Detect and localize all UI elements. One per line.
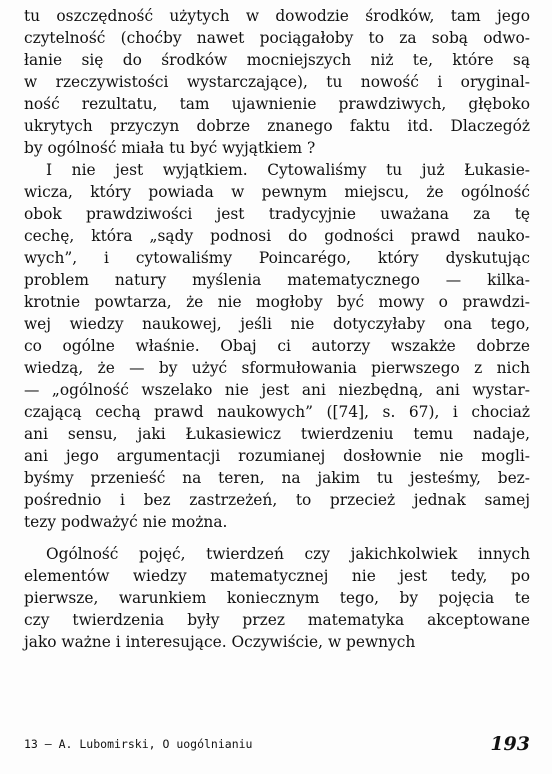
text-line: co ogólne właśnie. Obaj ci autorzy wszakże dobrze [24,337,530,355]
text-line: ani sensu, jaki Łukasiewicz twierdzeniu temu nadaje, [24,425,530,443]
text-line: tezy podważyć nie można. [24,513,228,531]
paragraph [24,543,530,653]
footer-signature-note: 13 — A. Lubomirski, O uogólnianiu [24,737,253,751]
text-line: I nie jest wyjątkiem. Cytowaliśmy tu już Łukasie- [46,161,530,179]
text-line: obok prawdziwości jest tradycyjnie uważana za tę [24,205,530,223]
body-text [24,5,530,653]
text-line: pośrednio i bez zastrzeżeń, to przecież jednak samej [24,491,530,509]
page-footer [24,733,530,757]
text-line: ność rezultatu, tam ujawnienie prawdziwych, głęboko [24,95,530,113]
text-line: w rzeczywistości wystarczające), tu nowość i oryginal- [24,73,530,91]
text-line: czającą cechą prawd naukowych” ([74], s. 67), i chociaż [24,403,530,421]
page-number: 193 [490,733,530,755]
text-line: cechę, która „sądy podnosi do godności prawd nauko- [24,227,530,245]
text-line: — „ogólność wszelako nie jest ani niezbędną, ani wystar- [24,381,530,399]
text-line: Ogólność pojęć, twierdzeń czy jakichkolwiek innych [46,545,530,563]
text-line: pierwsze, warunkiem koniecznym tego, by pojęcia te [24,589,530,607]
paragraph [24,5,530,159]
text-line: wych”, i cytowaliśmy Poincarégo, który dyskutując [24,249,530,267]
text-line: krotnie powtarza, że nie mogłoby być mowy o prawdzi- [24,293,530,311]
text-line: wiedzą, że — by użyć sformułowania pierwszego z nich [24,359,530,377]
text-line: czytelność (choćby nawet pociągałoby to za sobą odwo- [24,29,530,47]
text-line: problem natury myślenia matematycznego — kilka- [24,271,530,289]
text-line: łanie się do środków mocniejszych niż te, które są [24,51,530,69]
text-line: wej wiedzy naukowej, jeśli nie dotyczyłaby ona tego, [24,315,530,333]
text-line: ani jego argumentacji rozumianej dosłownie nie mogli- [24,447,530,465]
paragraph [24,159,530,533]
text-line: jako ważne i interesujące. Oczywiście, w pewnych [24,633,416,651]
text-line: ukrytych przyczyn dobrze znanego faktu itd. Dlaczegóż [24,117,530,135]
text-line: wicza, który powiada w pewnym miejscu, że ogólność [24,183,530,201]
text-line: elementów wiedzy matematycznej nie jest tedy, po [24,567,530,585]
text-line: czy twierdzenia były przez matematyka akceptowane [24,611,530,629]
text-line: byśmy przenieść na teren, na jakim tu jesteśmy, bez- [24,469,530,487]
text-line: tu oszczędność użytych w dowodzie środków, tam jego [24,7,530,25]
text-line: by ogólność miała tu być wyjątkiem ? [24,139,316,157]
paragraph-gap [24,533,530,543]
